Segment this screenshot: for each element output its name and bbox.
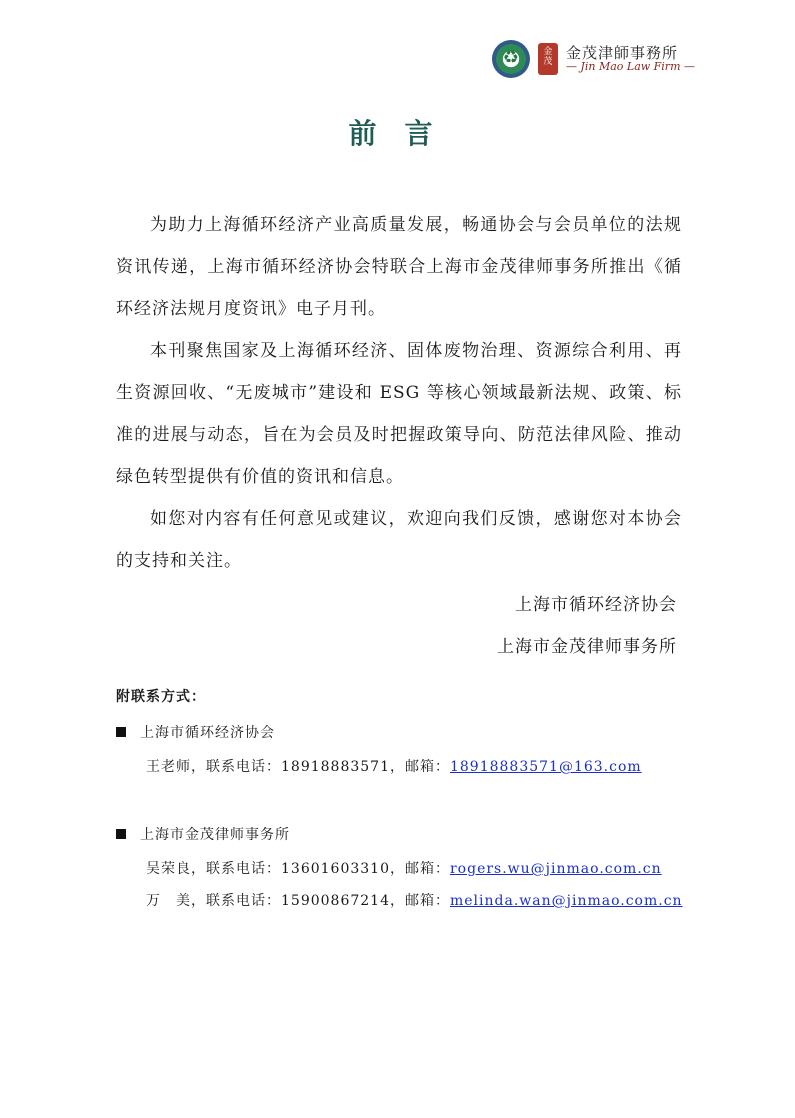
signatures: [497, 584, 677, 668]
firm-name-cn: 金茂津師事務所: [565, 43, 678, 62]
paragraph: 如您对内容有任何意见或建议，欢迎向我们反馈，感谢您对本协会的支持和关注。: [116, 509, 682, 571]
firm-name-en: — Jin Mao Law Firm —: [565, 60, 695, 74]
paragraph: 本刊聚焦国家及上海循环经济、固体废物治理、资源综合利用、再生资源回收、“无废城市”建设和 ESG 等核心领域最新法规、政策、标准的进展与动态，旨在为会员及时把握政策导向、防范法律风险、推动绿色转型提供有价值的资讯和信息。: [116, 341, 682, 487]
signature-association: 上海市循环经济协会: [515, 595, 677, 615]
firm-name: [566, 45, 695, 74]
header-logos: [492, 40, 695, 78]
contact-title: 附联系方式：: [116, 689, 206, 705]
contact-person: [116, 756, 696, 776]
signature-firm: 上海市金茂律师事务所: [497, 637, 677, 657]
square-bullet-icon: [116, 829, 126, 839]
contact-person: [116, 858, 696, 878]
square-bullet-icon: [116, 727, 126, 737]
firm-seal-icon: 金 茂: [538, 43, 558, 75]
contact-person: [116, 890, 696, 910]
org-association: [116, 722, 696, 742]
contact-label: 万 美，联系电话：15900867214，邮箱：: [146, 893, 450, 909]
org-name: 上海市循环经济协会: [140, 725, 275, 741]
contact-label: 王老师，联系电话：18918883571，邮箱：: [146, 759, 450, 775]
association-logo-icon: [492, 40, 530, 78]
contact-label: 吴荣良，联系电话：13601603310，邮箱：: [146, 861, 450, 877]
preface-body: [116, 204, 682, 582]
email-link[interactable]: 18918883571@163.com: [449, 759, 642, 775]
page-title: 前言: [348, 117, 461, 150]
org-name: 上海市金茂律师事务所: [140, 827, 290, 843]
email-link[interactable]: rogers.wu@jinmao.com.cn: [449, 861, 662, 877]
org-law-firm: [116, 824, 696, 844]
paragraph: 为助力上海循环经济产业高质量发展，畅通协会与会员单位的法规资讯传递，上海市循环经济协会特联合上海市金茂律师事务所推出《循环经济法规月度资讯》电子月刊。: [116, 215, 682, 319]
contact-section: [116, 686, 696, 922]
email-link[interactable]: melinda.wan@jinmao.com.cn: [449, 893, 683, 909]
